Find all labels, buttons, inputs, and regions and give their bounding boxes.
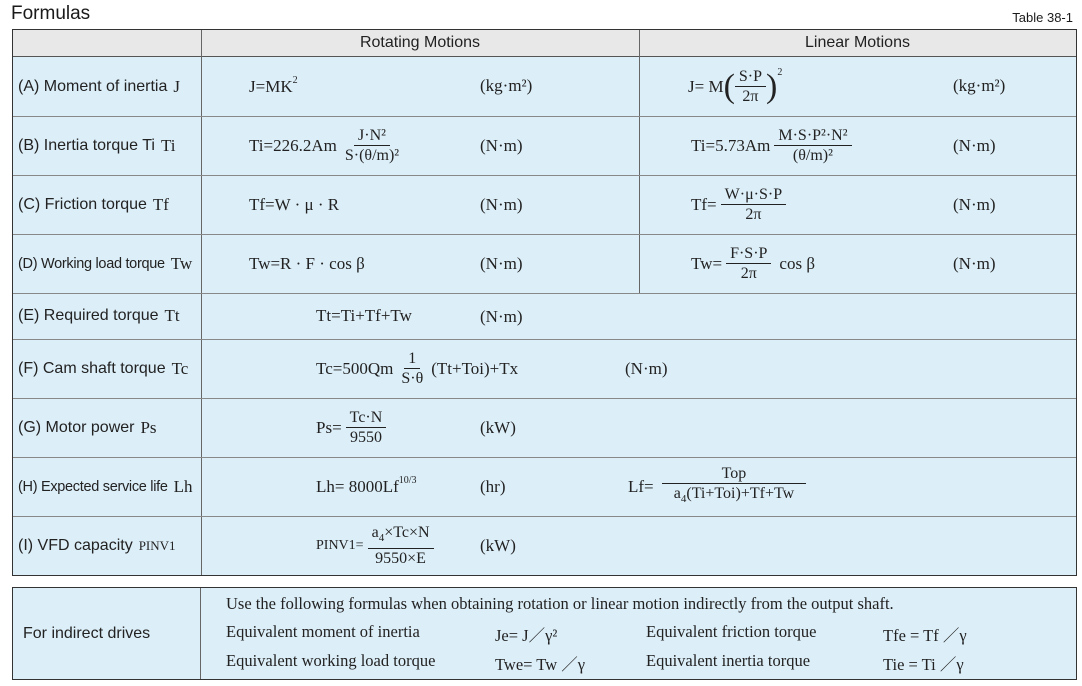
row-label-required-torque [13, 293, 201, 339]
label-text: (C) Friction torque [18, 195, 147, 213]
unit-g: (kW) [480, 418, 516, 437]
indirect-drives-box [12, 587, 1077, 680]
header-rotating: Rotating Motions [201, 30, 639, 57]
unit-i: (kW) [480, 536, 516, 555]
row-label-working-load-torque [13, 234, 201, 293]
formula-d-linear: Tw= $\frac{F\cdot S\cdot P}{2\pi}$ cos β [691, 245, 815, 282]
equiv-moment-of-inertia-name: Equivalent moment of inertia [226, 622, 420, 641]
formula-b-linear: Ti=5.73Am $\frac{\text{M·S·P²·N²}}{\text{(θ/m)²}}$ [691, 116, 856, 175]
divider [201, 30, 202, 575]
row-label-moment-of-inertia [13, 57, 201, 116]
formula-b-rotating: Ti=226.2Am $\frac{\text{J·N²}}{\text{S·(θ/m)²}}$ [249, 127, 400, 164]
formulas-table [12, 29, 1077, 576]
formula-lf: Lf= $\frac{\text{Top}}{a_4(Ti+Toi)+Tf+Tw}$ [628, 457, 810, 516]
equiv-working-load-torque-formula: Twe= Tw ／γ [495, 655, 586, 674]
label-text: (F) Cam shaft torque [18, 359, 166, 377]
formula-a-linear: J= M ( $\frac{S\cdot P}{2\pi}$ ) $^2$ [688, 67, 783, 105]
unit-f: (N·m) [625, 359, 668, 378]
page-title: Formulas [11, 3, 91, 24]
formula-c-rotating: Tf=W · μ · R [249, 194, 340, 214]
row-label-expected-service-life [13, 457, 201, 516]
row-label-vfd-capacity [13, 516, 201, 575]
table-number: Table 38-1 [1012, 10, 1073, 25]
equiv-inertia-torque-name: Equivalent inertia torque [646, 651, 811, 670]
formula-c-linear: Tf= $\frac{W\cdot\mu\cdot S\cdot P}{2\pi}$ [691, 175, 790, 234]
unit-c-linear: (N·m) [953, 195, 996, 214]
unit-a-rotating: (kg·m²) [480, 76, 533, 95]
label-text: (G) Motor power [18, 418, 135, 436]
label-symbol: Tt [164, 306, 180, 325]
row-label-friction-torque [13, 175, 201, 234]
unit-d-linear: (N·m) [953, 254, 996, 273]
label-text: (A) Moment of inertia [18, 77, 168, 95]
formula-e: Tt=Ti+Tf+Tw [316, 306, 412, 325]
equiv-friction-torque-formula: Tfe = Tf ／γ [883, 626, 967, 645]
header-blank [13, 30, 201, 57]
label-symbol: Tc [171, 358, 189, 378]
unit-c-rotating: (N·m) [480, 195, 523, 214]
unit-d-rotating: (N·m) [480, 254, 523, 273]
formula-a-rotating: J=MK $^2$ [249, 75, 298, 96]
label-text: (D) Working load torque [18, 255, 165, 272]
label-symbol: J [173, 76, 181, 96]
equiv-moment-of-inertia-formula: Je= J／γ² [495, 626, 558, 645]
equiv-friction-torque-name: Equivalent friction torque [646, 622, 817, 641]
unit-b-linear: (N·m) [953, 136, 996, 155]
label-text: (E) Required torque [18, 307, 159, 324]
equiv-working-load-torque-name: Equivalent working load torque [226, 651, 436, 670]
formula-h: Lh= 8000Lf $^{10/3}$ [316, 475, 417, 496]
divider [639, 30, 640, 294]
row-label-motor-power [13, 398, 201, 457]
label-symbol: Ti [160, 135, 176, 155]
formula-d-rotating: Tw=R · F · cos β [249, 253, 365, 273]
label-text: (H) Expected service life [18, 478, 168, 495]
label-symbol: Lh [173, 476, 193, 496]
formula-f: Tc=500Qm $\frac{1}{S\cdot\theta}$ (Tt+Toi)+Tx [316, 350, 519, 387]
unit-b-rotating: (N·m) [480, 136, 523, 155]
row-label-cam-shaft-torque [13, 339, 201, 398]
row-label-inertia-torque [13, 116, 201, 175]
label-symbol: Tw [170, 253, 193, 273]
formula-g: Ps= $\frac{Tc\cdot N}{9550}$ [316, 398, 390, 457]
label-symbol: PINV1 [138, 537, 176, 553]
indirect-intro: Use the following formulas when obtaining rotation or linear motion indirectly from the output shaft. [226, 594, 894, 613]
indirect-drives-label: For indirect drives [13, 588, 201, 679]
label-symbol: Tf [152, 194, 169, 214]
formula-i: PINV1= $\frac{a_4\times Tc\times N}{9550\times E}$ [316, 516, 438, 575]
unit-e: (N·m) [480, 307, 523, 326]
label-symbol: Ps [140, 417, 157, 437]
label-text: (I) VFD capacity [18, 536, 133, 554]
header-linear: Linear Motions [639, 30, 1076, 57]
unit-a-linear: (kg·m²) [953, 76, 1006, 95]
unit-h: (hr) [480, 477, 506, 496]
equiv-inertia-torque-formula: Tie = Ti ／γ [883, 655, 964, 674]
label-text: (B) Inertia torque Ti [18, 136, 155, 154]
